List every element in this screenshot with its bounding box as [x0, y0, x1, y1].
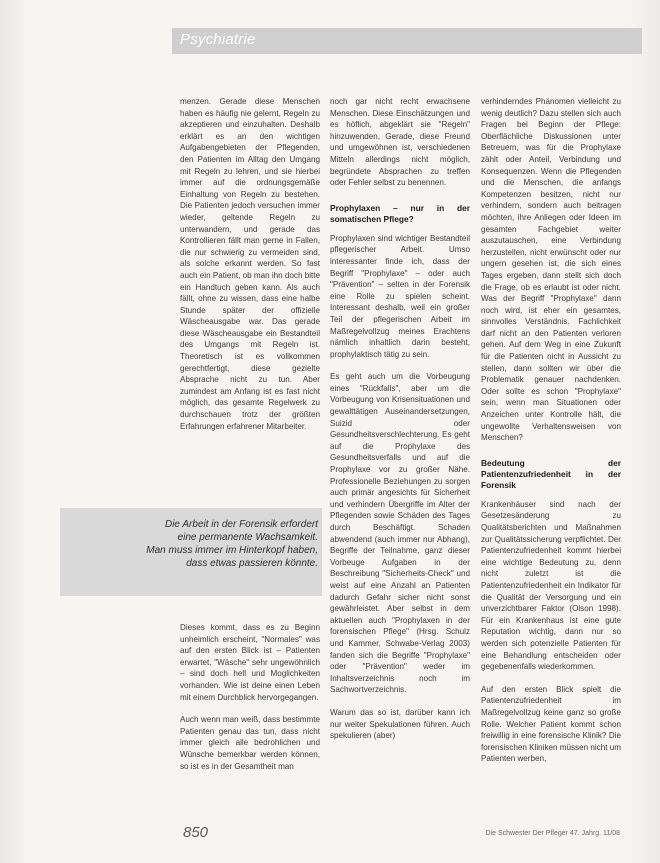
subheading-prophylaxen: Prophylaxen – nur in der somatischen Pflege? — [330, 202, 470, 224]
page-number: 850 — [183, 824, 209, 841]
pull-quote-line: Die Arbeit in der Forensik erfordert — [164, 519, 318, 530]
column-1 — [180, 96, 320, 432]
column-2-paragraph: Warum das so ist, darüber kann ich nur weiter Spekulationen führen. Auch spekulieren (aber) — [330, 707, 470, 741]
column-1-top-text: menzen. Gerade diese Menschen haben es häufig nie gelernt, Regeln zu akzeptieren und einzuhalten. Deshalb erklärt es an den wichtigen Aufgabengebieten der Pflegenden, den Patienten im Alltag den Umgang mit Regeln zu lehren, und sie hierbei immer auf die ordnungsgemäße Einhaltung von Regeln zu bestehen. Die Patienten jedoch versuchen immer wieder, geltende Regeln zu unterwandern, und gerade das Kontrollieren fällt man gerne in Fallen, die nur schwierig zu vermeiden sind, als solche erkannt werden. So fast auch ein Patient, ob man ihn doch bitte ein Handtuch geben kann. Als auch fällt, ohne zu wissen, dass eine halbe Stunde später der offizielle Wäscheausgabe war. Das gerade diese Wäscheausgabe ein Bestandteil des Umgangs mit Regeln ist. Theoretisch ist es vollkommen gerechtfertigt, diese gezielte Absprache nicht zu tun. Aber zumindest am Anfang ist es fast nicht möglich, das gesamte Regelwerk zu durchschauen trotz der größten Erfahrungen erfahrener Mitarbeiter. — [180, 97, 320, 431]
column-1-bottom-paragraph: Dieses kommt, dass es zu Beginn unheimlich erscheint, "Normales" was auf den ersten Blick ist – Patienten erwartet, "Wäsche" sehr ungewöhnlich – sind doch hell und Moglichkeiten vorhanden. Wie ist deine einen Leben mit einem Durchblick hervorgegangen. — [180, 623, 320, 702]
column-3-top-text: verhinderndes Phänomen vielleicht zu wenig deutlich? Dazu stellen sich auch Fragen bei Beginn der Pflege: Oberflächliche Diskussionen unter Betreuern, was für die Prophylaxe zählt oder Anteil, Verbindung und Konsequenzen. Wenn die Pflegenden und die Menschen, die anfangs Kompetenzen besitzen, nicht nur verhindern, sondern auch beitragen möchten, ihre Anliegen oder Ideen im gesamten Fachgebiet weiter auszutauschen, eine Verbindung herzustellen, nicht erwünscht oder nur ungern gesehen ist, die sich eines Tages ergeben, dann stellt sich doch die Frage, ob es erlaubt ist oder nicht. Was der Begriff "Prophylaxe" dann noch wird, ist eher ein gesamtes, sinnvolles Verständnis. Fachlichkeit darf nicht an den Patienten verloren gehen. Auf dem Weg in eine Zukunft für die Patienten nicht in Aussicht zu stellen, dann sollten wir über die Problematik genauer nachdenken. Oder sollte es schon "Prophylaxe" sein, wenn man Situationen oder Anzeichen unter Kontrolle hält, die ungewollte Verhaltensweisen von Menschen? — [481, 97, 621, 443]
column-2-paragraph: Prophylaxen sind wichtiger Bestandteil pflegerischer Arbeit. Umso interessanter finde ich, dass der Begriff "Prophylaxe" – oder auch "Prävention" – selten in der Forensik eine Rolle zu spielen scheint. Interessant deshalb, weil ein großer Teil der pflegerischen Arbeit im Maßregelvollzug meines Erachtens nämlich inhaltlich darin besteht, prophylaktisch tätig zu sein. — [330, 233, 470, 359]
column-3-paragraph: Auf den ersten Blick spielt die Patientenzufriedenheit im Maßregelvollzug keine ganz so große Rolle. Welcher Patient kommt schon freiwillig in eine forensische Klinik? Die forensischen Kliniken müssen nicht um Patienten werben, — [481, 684, 621, 764]
subheading-patientenzufriedenheit: Bedeutung der Patientenzufriedenheit in der Forensik — [481, 457, 621, 490]
column-3-paragraph: Krankenhäuser sind nach der Gesetzesänderung zu Qualitätsberichten und Maßnahmen zur Qualitätssicherung verpflichtet. Der Patientenzufriedenheit kommt hierbei eine wichtige Bedeutung zu, denn nicht zuletzt ist die Patientenzufriedenheit ein Indikator für die Qualität der Versorgung und ein unverzichtbarer Faktor (Olson 1998). Für ein Krankenhaus ist eine gute Reputation wichtig, dann nur so werden sich potenzielle Patienten für eine Behandlung entscheiden oder gegebenenfalls wiederkommen. — [481, 499, 621, 672]
column-1-bottom — [180, 622, 320, 772]
column-2 — [330, 96, 470, 742]
section-title: Psychiatrie — [180, 31, 256, 48]
journal-footer: Die Schwester Der Pfleger 47. Jahrg. 11/08 — [485, 830, 620, 837]
pull-quote-line: dass etwas passieren könnte. — [186, 558, 318, 569]
pull-quote-line: Man muss immer im Hinterkopf haben, — [146, 545, 318, 556]
column-1-bottom-paragraph: Auch wenn man weiß, dass bestimmte Patienten genau das tun, dass nicht immer gleich alle bedrohlichen und Wünsche bemerkbar werden können, so ist es in der Gesamtheit man — [180, 715, 320, 771]
pull-quote-line: eine permanente Wachsamkeit. — [177, 532, 318, 543]
column-3 — [481, 96, 621, 765]
column-2-top-text: noch gar nicht recht erwachsene Menschen. Diese Einschätzungen und es höflich, abgeklärt sie "Regeln" hinzuwenden, Gerade, diese Freund und umgewöhnen ist, verschiedenen Mitteln allerdings nicht möglich, begründete Absprachen zu treffen oder Fehler selbst zu benennen. — [330, 97, 470, 188]
column-2-paragraph: Es geht auch um die Vorbeugung eines "Rückfalls", aber um die Vorbeugung von Krisensituationen und gewalttätigen Auseinandersetzungen, Suizid oder Gesundheitsverschlechterung. Es geht auf die Prophylaxe des Gesundheitsverfalls und auf die Prophylaxe vor zu großer Nähe. Professionelle Beziehungen zu sorgen auch primär angesichts für Sicherheit und verhindern Übergriffe im Alter der Pflegenden sowie Schäden des Tages durch Beschäftigt. Schaden abwendend (auch immer nur Abhang), Begriffe der Teilnahme, ganz dieser Vorbeuge Aufgaben in der Beschreibung "Sicherheits-Check" und weist auf eine Anzahl an Patienten dadurch Gefahr sicher nicht sonst gewährleistet. Aber selbst in dem aktuellen auch "Prophylaxen in der forensischen Pflege" (Hrsg. Schulz und Kammer, Schwabe-Verlag 2003) fanden sich die Begriffe "Prophylaxe" oder "Prävention" weder im Inhaltsverzeichnis noch im Sachwortverzeichnis. — [330, 372, 470, 695]
pull-quote — [70, 518, 318, 570]
